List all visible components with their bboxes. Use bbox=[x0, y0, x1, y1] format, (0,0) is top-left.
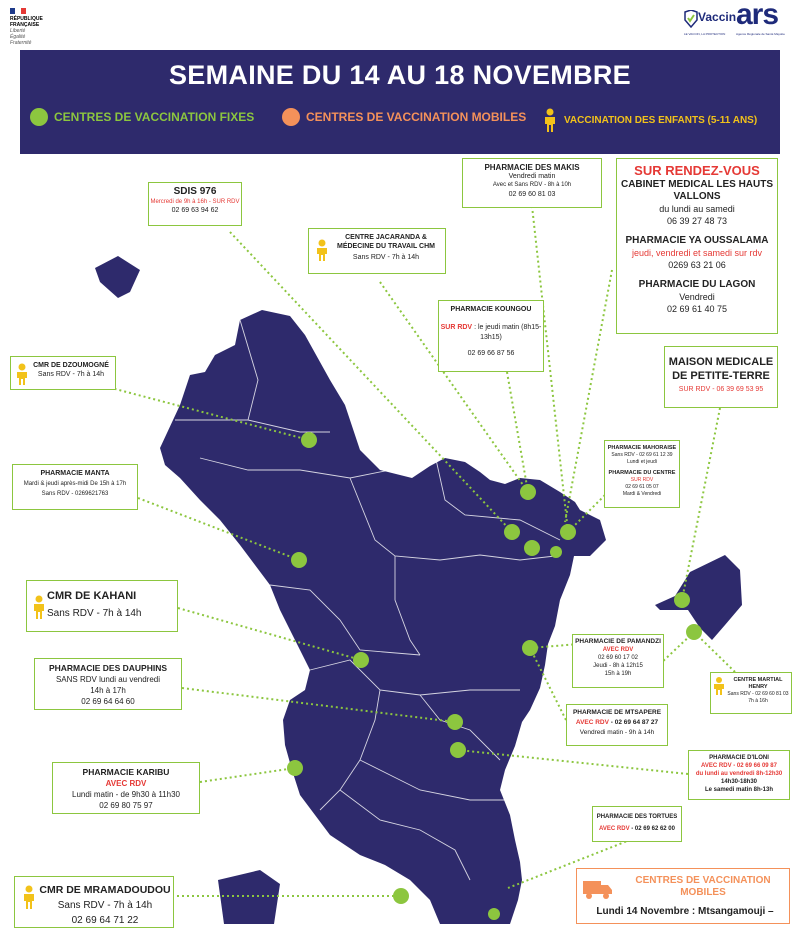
logo-motto-line: Fraternité bbox=[10, 40, 32, 46]
box-hours: Mardi & jeudi après-midi De 15h à 17h bbox=[23, 481, 127, 487]
box-pamandzi bbox=[572, 634, 664, 688]
child-icon bbox=[315, 239, 329, 261]
box-hours: 15h à 19h bbox=[604, 671, 632, 677]
box-title: PHARMACIE KOUNGOU bbox=[450, 306, 532, 313]
green-dot-icon bbox=[30, 108, 48, 126]
box-hours: Lundi matin - de 9h30 à 11h30 bbox=[72, 790, 180, 799]
site-dot-mramadoudou[interactable] bbox=[393, 888, 409, 904]
box-phone: 02 69 66 87 56 bbox=[467, 350, 515, 357]
logo-motto-line: Égalité bbox=[10, 34, 26, 40]
clinic-name: CABINET MEDICAL LES HAUTS VALLONS bbox=[620, 179, 774, 202]
box-hours: Jeudi - 8h à 12h15 bbox=[593, 663, 643, 669]
site-dot-sdis[interactable] bbox=[504, 524, 520, 540]
box-title: PHARMACIE DES TORTUES bbox=[596, 814, 678, 820]
box-tortues bbox=[592, 806, 682, 842]
box-rdv: AVEC RDV bbox=[599, 826, 630, 832]
box-title: MAISON MEDICALE DE PETITE-TERRE bbox=[668, 356, 774, 382]
box-sur-rdv bbox=[616, 158, 778, 334]
box-title: CENTRE JACARANDA & MÉDECINE DU TRAVAIL CHM bbox=[337, 234, 435, 250]
site-dot-mtsapere[interactable] bbox=[522, 640, 538, 656]
ars-logo-text: ars bbox=[736, 0, 779, 31]
box-phone: 02 69 80 75 97 bbox=[99, 801, 153, 810]
box-kahani bbox=[26, 580, 178, 632]
legend-children bbox=[542, 108, 757, 132]
box-rdv: AVEC RDV bbox=[105, 779, 147, 788]
clinic-name: PHARMACIE DU LAGON bbox=[638, 279, 756, 290]
child-icon bbox=[21, 885, 37, 909]
child-icon bbox=[542, 108, 558, 132]
box-jacaranda bbox=[308, 228, 446, 274]
box-title: CMR DE KAHANI bbox=[47, 590, 137, 602]
ars-logo-subtext: Agence Régionale de Santé Mayotte bbox=[736, 32, 785, 36]
box-rdv: AVEC RDV bbox=[602, 647, 634, 653]
box-mahoraise-centre bbox=[604, 440, 680, 508]
box-title: CMR DE DZOUMOGNÉ bbox=[33, 362, 109, 369]
grande-terre bbox=[160, 310, 606, 924]
header-banner bbox=[20, 50, 780, 154]
logo-text-line: FRANÇAISE bbox=[10, 22, 40, 28]
box-title: PHARMACIE MAHORAISE bbox=[607, 445, 677, 451]
clinic-name: PHARMACIE YA OUSSALAMA bbox=[625, 235, 769, 246]
site-dot-koungou[interactable] bbox=[520, 484, 536, 500]
box-petite-terre bbox=[664, 346, 778, 408]
box-phone: - 02 69 64 87 27 bbox=[610, 719, 659, 726]
site-dot-manta[interactable] bbox=[291, 552, 307, 568]
clinic-hours: jeudi, vendredi et samedi sur rdv bbox=[631, 248, 763, 258]
box-hours: Sans RDV - 7h à 14h bbox=[352, 254, 420, 261]
box-dauphins bbox=[34, 658, 182, 710]
site-dot-karibu[interactable] bbox=[287, 760, 303, 776]
clinic-hours: Vendredi bbox=[679, 292, 715, 302]
child-icon bbox=[15, 363, 29, 385]
box-title: PHARMACIE DU CENTRE bbox=[608, 470, 676, 476]
box-rdv: SUR RDV bbox=[630, 477, 654, 483]
orange-dot-icon bbox=[282, 108, 300, 126]
box-phone: - 02 69 62 62 00 bbox=[631, 826, 675, 832]
child-icon bbox=[713, 677, 725, 695]
legend-mobile bbox=[282, 108, 526, 126]
box-hours: Lundi et jeudi bbox=[627, 459, 657, 465]
site-dot-jacaranda[interactable] bbox=[524, 540, 540, 556]
box-title: SDIS 976 bbox=[173, 186, 217, 197]
box-karibu bbox=[52, 762, 200, 814]
box-hours: 7h à 16h bbox=[748, 698, 768, 704]
box-hours: du lundi au vendredi 8h-12h30 bbox=[695, 771, 783, 777]
box-hours: 14h30-18h30 bbox=[720, 779, 758, 785]
box-hours: Sans RDV - 02 69 60 81 03 bbox=[727, 691, 789, 697]
box-phone: 02 69 64 71 22 bbox=[71, 915, 139, 926]
box-hours: Sans RDV - 7h à 14h bbox=[57, 900, 153, 911]
box-title: CENTRE MARTIAL HENRY bbox=[733, 677, 783, 690]
republique-francaise-logo bbox=[10, 8, 70, 46]
box-phone: 02 69 63 94 62 bbox=[171, 207, 219, 214]
box-title: PHARMACIE DE PAMANDZI bbox=[575, 638, 661, 645]
box-hours: Sans RDV - 0269621763 bbox=[41, 491, 109, 497]
ars-logo bbox=[736, 0, 794, 40]
box-hours: Sans RDV - 7h à 14h bbox=[37, 371, 105, 378]
legend-label: CENTRES DE VACCINATION MOBILES bbox=[306, 110, 527, 124]
box-title: PHARMACIE DES MAKIS bbox=[484, 163, 580, 172]
box-mobiles bbox=[576, 868, 790, 924]
box-hours: Sans RDV - 02 69 61 12 39 bbox=[611, 452, 673, 458]
box-hours: Mardi & Vendredi bbox=[622, 491, 662, 497]
box-mramadoudou bbox=[14, 876, 174, 928]
box-dzoumogne bbox=[10, 356, 116, 390]
legend-fixed bbox=[30, 108, 254, 126]
child-icon bbox=[31, 595, 47, 619]
box-koungou bbox=[438, 300, 544, 372]
vaccin-logo-subtext: LE VACCIN, LA PROTECTION bbox=[684, 32, 726, 36]
clinic-phone: 02 69 61 40 75 bbox=[666, 304, 728, 314]
site-dot-dauphins[interactable] bbox=[447, 714, 463, 730]
shield-check-icon bbox=[684, 10, 698, 28]
clinic-phone: 06 39 27 48 73 bbox=[666, 216, 728, 226]
box-title: PHARMACIE D'ILONI bbox=[709, 755, 769, 761]
box-sdis bbox=[148, 182, 242, 226]
box-iloni bbox=[688, 750, 790, 800]
box-hours: : le jeudi matin (8h15-13h15) bbox=[474, 324, 542, 341]
clinic-hours: du lundi au samedi bbox=[659, 204, 735, 214]
box-hours: Mercredi de 9h à 16h - SUR RDV bbox=[150, 199, 240, 205]
truck-icon bbox=[583, 879, 613, 901]
box-hours: Avec et Sans RDV - 8h à 10h bbox=[492, 182, 572, 188]
vaccin-logo-text: Vaccin bbox=[698, 10, 737, 24]
vaccin-logo bbox=[684, 8, 737, 38]
mobile-schedule-line: Lundi 14 Novembre : Mtsangamouji – bbox=[596, 906, 774, 917]
site-dot-pamandzi[interactable] bbox=[686, 624, 702, 640]
box-phone: 02 69 60 81 03 bbox=[508, 191, 556, 198]
logo-motto-line: Liberté bbox=[10, 28, 26, 34]
box-phone: 02 69 60 17 02 bbox=[597, 655, 639, 661]
site-dot-iloni[interactable] bbox=[450, 742, 466, 758]
site-dot-petite-terre[interactable] bbox=[674, 592, 690, 608]
box-hours: Le samedi matin 8h-13h bbox=[704, 787, 774, 793]
box-title: CMR DE MRAMADOUDOU bbox=[39, 884, 171, 896]
box-hours: SANS RDV lundi au vendredi bbox=[55, 675, 161, 684]
box-title: SUR RENDEZ-VOUS bbox=[634, 163, 760, 178]
box-hours: Sans RDV - 7h à 14h bbox=[47, 608, 142, 619]
box-hours: SUR RDV - 06 39 69 53 95 bbox=[678, 386, 764, 393]
box-title: PHARMACIE DES DAUPHINS bbox=[48, 663, 168, 673]
box-phone: 02 69 61 05 07 bbox=[625, 484, 659, 490]
site-dot-dzoumogne[interactable] bbox=[301, 432, 317, 448]
box-hours: 14h à 17h bbox=[90, 686, 126, 695]
box-mtsapere bbox=[566, 704, 668, 746]
legend-label: VACCINATION DES ENFANTS (5-11 ANS) bbox=[564, 114, 758, 126]
site-dot-kahani[interactable] bbox=[353, 652, 369, 668]
clinic-phone: 0269 63 21 06 bbox=[668, 260, 726, 270]
box-title: PHARMACIE DE MTSAPERE bbox=[572, 709, 662, 716]
box-hours: Vendredi matin bbox=[508, 173, 556, 180]
box-rdv: SUR RDV bbox=[440, 324, 473, 331]
box-title: PHARMACIE KARIBU bbox=[82, 767, 170, 777]
site-dot-tortues[interactable] bbox=[488, 908, 500, 920]
logo-text-line: RÉPUBLIQUE bbox=[10, 16, 43, 22]
box-rdv: AVEC RDV bbox=[575, 719, 609, 726]
box-hours: Vendredi matin - 9h à 14h bbox=[579, 729, 655, 736]
box-title: CENTRES DE VACCINATION MOBILES bbox=[635, 875, 771, 898]
site-dot-centre[interactable] bbox=[550, 546, 562, 558]
box-makis bbox=[462, 158, 602, 208]
box-martial-henry bbox=[710, 672, 792, 714]
box-rdv: AVEC RDV - 02 69 66 09 87 bbox=[701, 763, 777, 769]
box-title: PHARMACIE MANTA bbox=[40, 470, 110, 477]
box-phone: 02 69 64 64 60 bbox=[81, 697, 135, 706]
site-dot-mahoraise[interactable] bbox=[560, 524, 576, 540]
page-title: SEMAINE DU 14 AU 18 NOVEMBRE bbox=[169, 60, 631, 90]
legend-label: CENTRES DE VACCINATION FIXES bbox=[54, 110, 255, 124]
islet-north bbox=[95, 256, 140, 298]
box-manta bbox=[12, 464, 138, 510]
